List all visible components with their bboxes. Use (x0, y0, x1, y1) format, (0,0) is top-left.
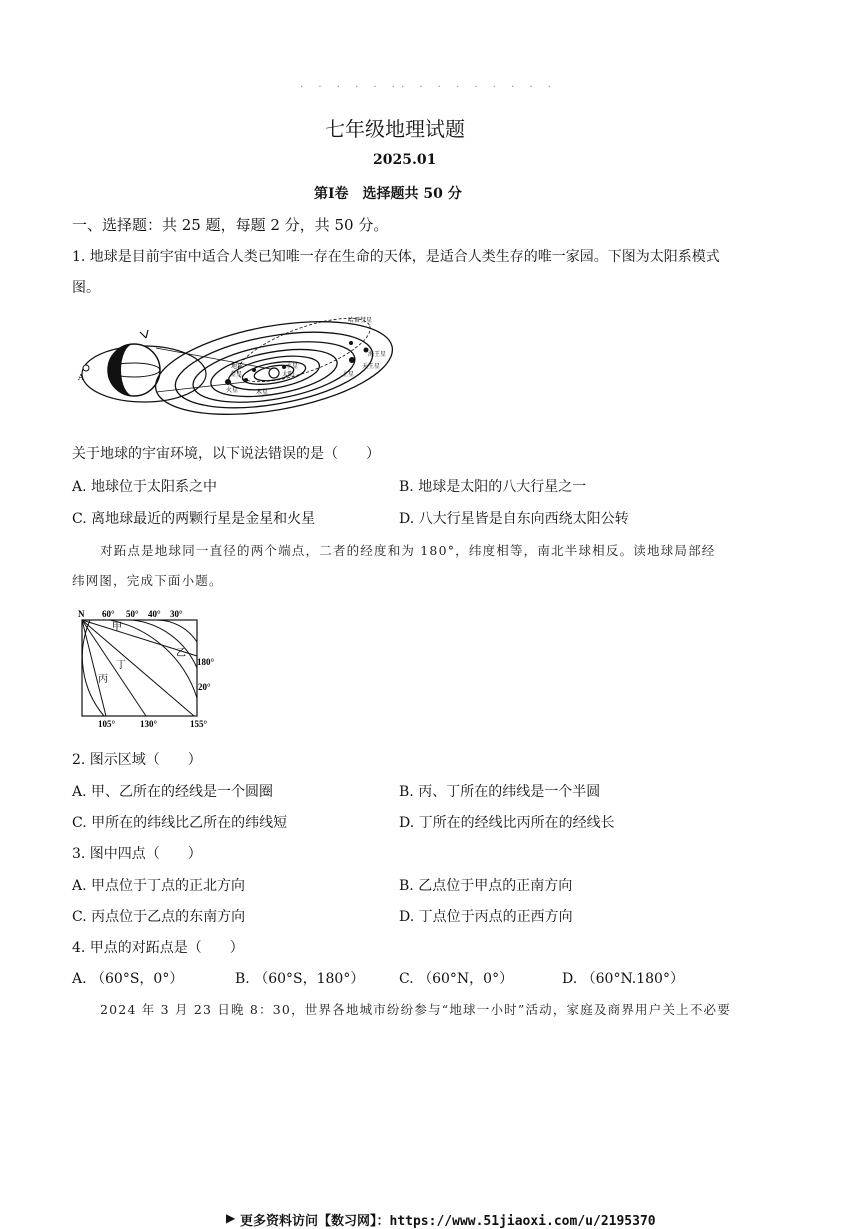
north-label: N (78, 609, 85, 619)
q4-option-a[interactable]: A. （60°S，0°） (72, 971, 184, 987)
q1-stem-line1: 1. 地球是目前宇宙中适合人类已知唯一存在生命的天体，是适合人类生存的唯一家园。下图为太阳系模式 (72, 249, 720, 265)
q1-option-c[interactable]: C. 离地球最近的两颗行星是金星和火星 (72, 511, 316, 527)
lon-label-155: 155° (190, 719, 208, 729)
passage1-line2: 纬网图，完成下面小题。 (72, 573, 223, 588)
point-a-label: A (78, 373, 84, 382)
graticule-figure (76, 606, 226, 730)
q4-option-c[interactable]: C. （60°N，0°） (399, 971, 514, 987)
sun-label: 太阳 (282, 371, 295, 378)
lat-label-30: 30° (170, 609, 183, 619)
faint-header-text: · · · · · ·· · · · · · · · · (300, 82, 558, 93)
q2-stem: 2. 图示区域（ ） (72, 752, 202, 768)
lon-label-105: 105° (98, 719, 116, 729)
right-label-180: 180° (197, 657, 215, 667)
q4-option-d[interactable]: D. （60°N.180°） (562, 971, 684, 987)
lat-label-60: 60° (102, 609, 115, 619)
lat-label-40: 40° (148, 609, 161, 619)
q2-option-d[interactable]: D. 丁所在的经线比丙所在的经线长 (399, 815, 615, 831)
mercury-label: 水星 (286, 363, 299, 370)
q1-stem-line2: 图。 (72, 280, 100, 296)
footer-link[interactable]: 更多资料访问【数习网】：https://www.51jiaoxi.com/u/2195370 (240, 1214, 656, 1229)
earth-label: 地球 (231, 363, 244, 370)
q4-option-b[interactable]: B. （60°S，180°） (235, 971, 365, 987)
q2-option-b[interactable]: B. 丙、丁所在的纬线是一个半圆 (399, 784, 601, 800)
mars-label: 火星 (226, 387, 239, 394)
q3-option-a[interactable]: A. 甲点位于丁点的正北方向 (72, 878, 246, 894)
q1-option-b[interactable]: B. 地球是太阳的八大行星之一 (399, 479, 587, 495)
q1-option-a[interactable]: A. 地球位于太阳系之中 (72, 479, 218, 495)
solar-system-figure (76, 310, 396, 430)
point-bing-label: 丙 (98, 674, 108, 685)
q1-question: 关于地球的宇宙环境，以下说法错误的是（ ） (72, 446, 380, 462)
uranus-label: 天王星 (362, 363, 381, 370)
sun-symbol (269, 368, 279, 378)
passage1-line1: 对跖点是地球同一直径的两个端点，二者的经度和为 180°，纬度相等，南北半球相反。读地球局部经 (100, 543, 716, 558)
point-jia-label: 甲 (112, 622, 122, 633)
venus-label: 金星 (230, 371, 243, 378)
flag-icon: ▶ (226, 1211, 236, 1225)
passage2-line1: 2024 年 3 月 23 日晚 8：30，世界各地城市纷纷参与“地球一小时”活动，家庭及商界用户关上不必要 (100, 1002, 731, 1017)
q2-option-a[interactable]: A. 甲、乙所在的经线是一个圆圈 (72, 784, 274, 800)
right-label-20: 20° (198, 682, 211, 692)
saturn-label: 土星 (342, 371, 355, 378)
q4-stem: 4. 甲点的对跖点是（ ） (72, 940, 244, 956)
q3-stem: 3. 图中四点（ ） (72, 846, 202, 862)
part-title: 第Ⅰ卷 选择题共 50 分 (314, 186, 462, 202)
q2-option-c[interactable]: C. 甲所在的纬线比乙所在的纬线短 (72, 815, 288, 831)
page-title: 七年级地理试题 (325, 117, 465, 141)
q3-option-b[interactable]: B. 乙点位于甲点的正南方向 (399, 878, 573, 894)
exam-date: 2025.01 (373, 152, 437, 168)
q1-option-d[interactable]: D. 八大行星皆是自东向西绕太阳公转 (399, 511, 629, 527)
point-yi-label: 乙 (176, 648, 186, 659)
lon-label-130: 130° (140, 719, 158, 729)
q3-option-d[interactable]: D. 丁点位于丙点的正西方向 (399, 909, 573, 925)
section-title: 一、选择题：共 25 题，每题 2 分，共 50 分。 (72, 216, 389, 234)
neptune-label: 海王星 (368, 351, 387, 358)
comet-label: 哈雷彗星 (348, 317, 373, 324)
q3-option-c[interactable]: C. 丙点位于乙点的东南方向 (72, 909, 246, 925)
jupiter-label: 木星 (256, 389, 269, 396)
lat-label-50: 50° (126, 609, 139, 619)
point-ding-label: 丁 (116, 660, 126, 671)
